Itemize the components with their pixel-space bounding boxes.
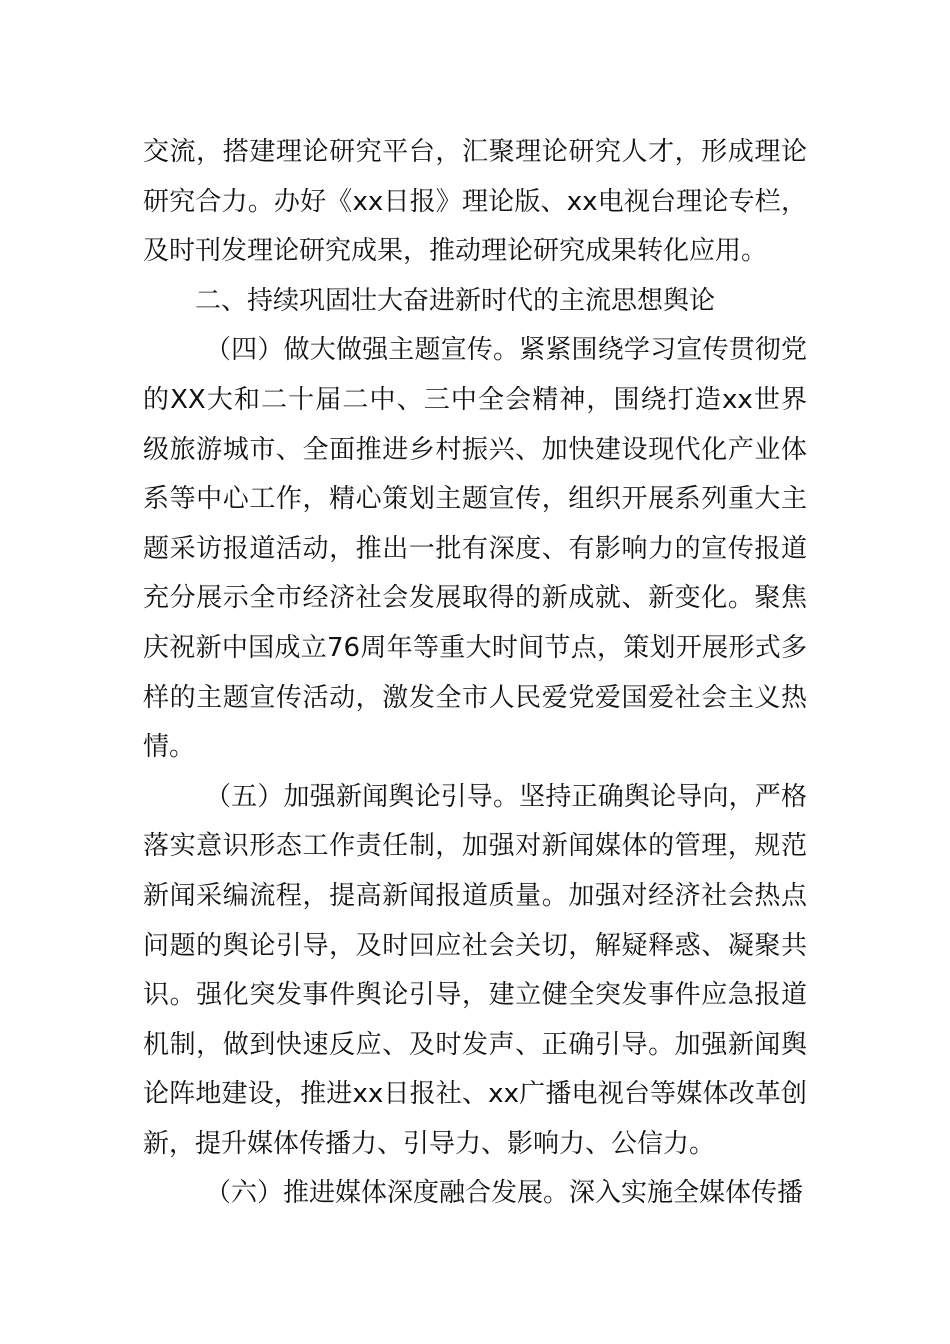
paragraph-item-4: （四）做大做强主题宣传。紧紧围绕学习宣传贯彻党的XX大和二十届二中、三中全会精神，围绕打造xx世界级旅游城市、全面推进乡村振兴、加快建设现代化产业体系等中心工作，精心策划主题宣传，组织开展系列重大主题采访报道活动，推出一批有深度、有影响力的宣传报道充分展示全市经济社会发展取得的新成就、新变化。聚焦庆祝新中国成立76周年等重大时间节点，策划开展形式多样的主题宣传活动，激发全市人民爱党爱国爱社会主义热情。 [143, 335, 807, 763]
section-heading: 二、持续巩固壮大奋进新时代的主流思想舆论 [195, 285, 716, 316]
paragraph-item-5: （五）加强新闻舆论引导。坚持正确舆论导向，严格落实意识形态工作责任制，加强对新闻媒体的管理，规范新闻采编流程，提高新闻报道质量。加强对经济社会热点问题的舆论引导，及时回应社会关切，解疑释惑、凝聚共识。强化突发事件舆论引导，建立健全突发事件应急报道机制，做到快速反应、及时发声、正确引导。加强新闻舆论阵地建设，推进xx日报社、xx广播电视台等媒体改革创新，提升媒体传播力、引导力、影响力、公信力。 [143, 781, 807, 1159]
paragraph-continuation: 交流，搭建理论研究平台，汇聚理论研究人才，形成理论研究合力。办好《xx日报》理论版、xx电视台理论专栏，及时刊发理论研究成果，推动理论研究成果转化应用。 [143, 137, 807, 267]
paragraph-item-6: （六）推进媒体深度融合发展。深入实施全媒体传播 [205, 1178, 804, 1209]
document-body [143, 128, 807, 1219]
